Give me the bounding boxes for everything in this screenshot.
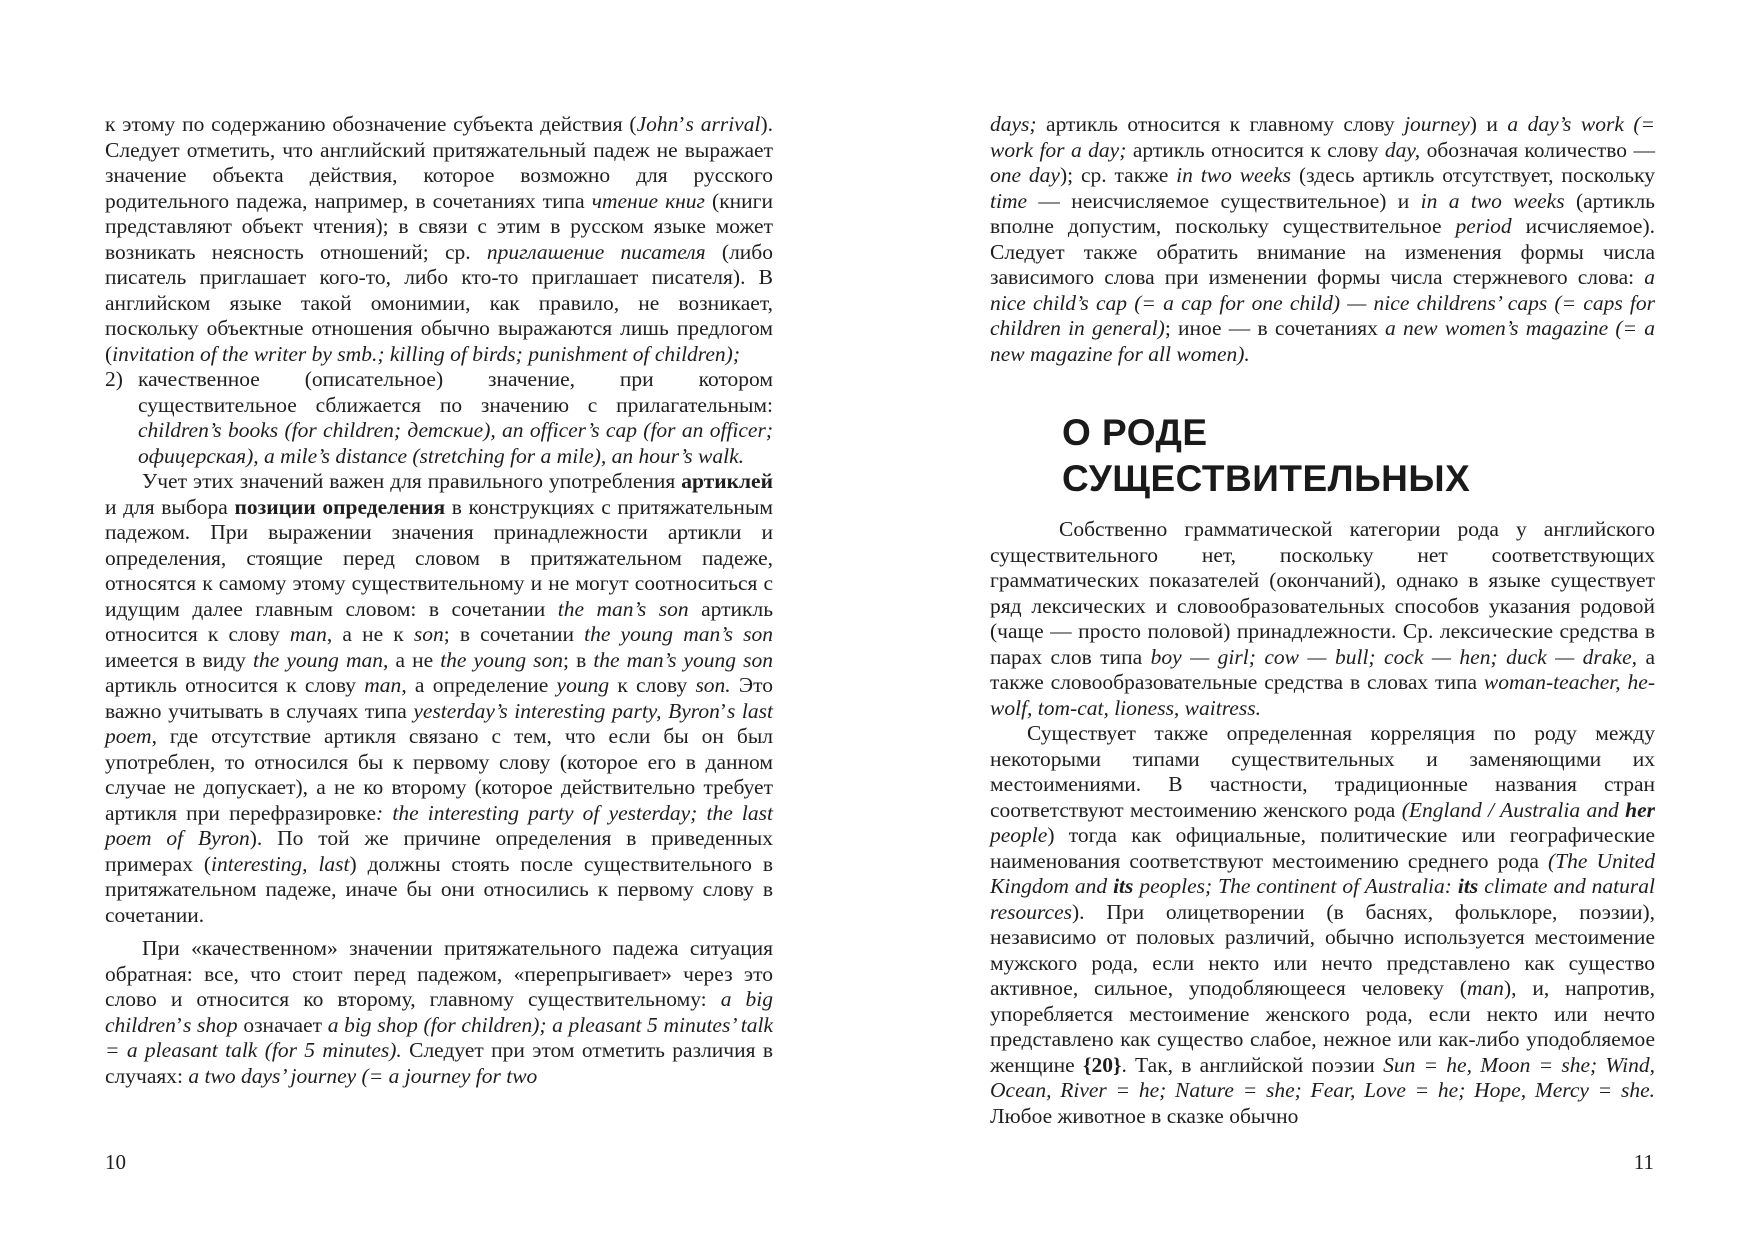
text-run: в конструкциях с притяжательным падежом. При выражении значения принадлежности артикли и определения, стоящие перед словом в притяжательном падеже, относятся к самому этому существительному и не могут соотноситься с идущим далее главным словом: в сочетании: [105, 494, 773, 621]
text-run: (артикль вполне допустим, поскольку существительное: [990, 188, 1655, 238]
text-run: a new women’s magazine (= a new magazine for all women).: [990, 316, 1655, 366]
text-run: ). При олицетворении (в баснях, фольклоре, поэзии), независимо от половых различий, обычно используется местоимение мужского рода, если некто или нечто представлено как существо активное, сильное, уподобляющееся человеку (: [990, 899, 1655, 1000]
text-run: к этому по содержанию обозначение субъекта действия (: [105, 112, 637, 136]
right-paragraph-1: [990, 112, 1655, 367]
text-run: (England / Australia and: [1401, 797, 1626, 822]
text-run: , а не: [383, 647, 441, 672]
left-paragraph-3: [105, 936, 773, 1089]
text-run: invitation of the writer by smb.; killing of birds; punishment of children);: [112, 341, 740, 366]
text-run: interesting, last: [211, 851, 350, 876]
text-run: (The United Kingdom and: [990, 848, 1655, 898]
text-run: Следует при этом отметить различия в случаях:: [105, 1038, 773, 1088]
text-run: a big shop (for children); a pleasant 5 minutes’ talk = a pleasant talk (for 5 minutes).: [105, 1012, 773, 1062]
text-run: (книги представляют объект чтения); в связи с этим в русском языке может возникать неясность отношений; ср.: [105, 188, 773, 264]
text-run: , а определение: [401, 673, 557, 697]
right-text-column-top: [990, 112, 1655, 367]
text-run: period: [1455, 214, 1512, 238]
text-run: : the interesting party of yesterday; the last poem of Byron: [105, 800, 773, 850]
text-run: boy — girl; cow — bull; cock — hen; duck — drake,: [1150, 644, 1638, 669]
text-run: (здесь артикль отсутствует, поскольку: [1291, 163, 1655, 187]
text-run: ’: [678, 112, 686, 136]
text-run: артикль относится к слову: [1126, 137, 1385, 162]
text-run: the man’s son: [557, 596, 689, 621]
text-run: ). Следует отметить, что английский притяжательный падеж не выражает значение объекта действия, которое возможно для русского родительного падежа, например, в сочетаниях типа: [105, 112, 773, 213]
text-run: in a two weeks: [1420, 188, 1565, 213]
text-run: s shop: [183, 1012, 238, 1037]
text-run: артикль относится к слову: [105, 673, 365, 697]
text-run: a two days’ journey (= a journey for two: [188, 1063, 538, 1088]
text-run: Любое животное в сказке обычно: [990, 1103, 1299, 1128]
section-heading-line-2: СУЩЕСТВИТЕЛЬНЫХ: [1062, 458, 1471, 499]
text-run: ; иное — в сочетаниях: [1164, 316, 1386, 340]
text-run: journey: [1404, 112, 1470, 136]
text-run: her: [1625, 797, 1655, 822]
text-run: people: [990, 823, 1048, 847]
right-paragraph-2: [990, 517, 1655, 721]
text-run: Существует также определенная корреляция по роду между некоторыми типами существительных и заменяющими их местоимениями. В частности, традиционные названия стран соответствуют местоимению женского рода: [990, 721, 1655, 822]
section-heading: [1062, 410, 1470, 502]
text-run: означает: [237, 1012, 328, 1037]
text-run: one day: [990, 163, 1060, 187]
text-run: — неисчисляемое существительное) и: [1027, 188, 1421, 213]
text-run: a nice child’s cap (= a cap for one child) — nice childrens’ caps (= caps for children in general): [990, 265, 1655, 340]
text-run: артикль относится к главному слову: [1036, 112, 1405, 136]
text-run: Sun = he, Moon = she; Wind, Ocean, River = he; Nature = she; Fear, Love = he; Hope, Mercy = she.: [990, 1052, 1655, 1102]
text-run: ); ср. также: [1059, 163, 1177, 187]
text-run: man: [289, 622, 327, 646]
text-run: и для выбора: [105, 494, 235, 519]
text-run: Это важно учитывать в случаях типа: [105, 673, 773, 723]
left-paragraph-1: [105, 112, 773, 367]
text-run: woman-teacher, he-wolf, tom-cat, lioness, waitress.: [990, 670, 1655, 720]
text-run: peoples; The continent of Australia:: [1133, 874, 1458, 898]
right-page: [878, 0, 1755, 1240]
text-run: s last poem: [105, 698, 773, 748]
text-run: (либо писатель приглашает кого-то, либо кто-то приглашает писателя). В английском языке такой омонимии, как правило, не возникает, поскольку объектные отношения обычно выражаются лишь предлогом (: [105, 239, 773, 366]
text-run: young: [556, 673, 610, 697]
text-run: приглашение писателя: [486, 239, 706, 264]
text-run: man: [364, 673, 402, 697]
text-run: . Так, в английской поэзии: [1121, 1052, 1384, 1077]
text-run: son: [413, 622, 444, 646]
text-run: имеется в виду: [105, 647, 254, 672]
page-number-left: 10: [105, 1150, 126, 1174]
list-item-2: [105, 367, 773, 469]
left-text-column: [105, 112, 773, 1089]
text-run: son.: [695, 673, 731, 697]
text-run: ) и: [1469, 112, 1508, 136]
text-run: ; в сочетании: [443, 622, 585, 646]
text-run: the man’s young son: [593, 647, 773, 672]
text-run: its: [1457, 874, 1479, 898]
text-run: {20}: [1082, 1052, 1122, 1077]
text-run: John: [636, 112, 679, 136]
text-run: ) тогда как официальные, политические или географические наименования соответствуют местоимению среднего рода: [990, 823, 1655, 873]
text-run: ). По той же причине определения в приведенных примерах (: [105, 826, 773, 876]
text-run: а также словообразовательные средства в словах типа: [990, 644, 1656, 694]
text-run: ’: [175, 1012, 184, 1037]
text-run: чтение книг: [591, 188, 705, 213]
text-run: its: [1113, 874, 1134, 898]
text-run: a day’s work (= work for a day;: [990, 112, 1656, 162]
text-run: При «качественном» значении притяжательного падежа ситуация обратная: все, что стоит перед падежом, «перепрыгивает» через это слово и относится ко второму, главному существительному:: [105, 936, 773, 1011]
page-number-right: 11: [1633, 1150, 1654, 1174]
text-run: children’s books (for children; детские), an officer’s cap (for an officer; офицерская), a mile’s distance (stretching for a mile), an hour’s walk.: [138, 418, 773, 468]
text-run: позиции определения: [234, 494, 446, 519]
text-run: days;: [990, 112, 1037, 136]
text-run: качественное (описательное) значение, при котором существительное сближается по значению с прилагательным:: [138, 367, 773, 417]
text-run: time: [990, 188, 1028, 213]
left-paragraph-2: [105, 469, 773, 928]
text-run: Учет этих значений важен для правильного употребления: [142, 469, 682, 493]
text-run: man: [1466, 976, 1504, 1000]
right-paragraph-3: [990, 721, 1655, 1129]
text-run: , где отсутствие артикля связано с тем, что если бы он был употреблен, то относился бы к первому слову (которое его в данном случае не допускает), а не ко второму (которое действительно требует артикля при перефразировке: [105, 724, 773, 825]
list-item-text: [138, 367, 773, 469]
text-run: the young man: [253, 647, 383, 672]
text-run: in two weeks: [1176, 163, 1292, 187]
text-run: Собственно грамматической категории рода у английского существительного нет, поскольку нет соответствующих грамматических показателей (окончаний), однако в языке существует ряд лексических и словообразовательных способов указания родовой (чаще — просто половой) принадлежности. Ср. лексические средства в парах слов типа: [990, 517, 1655, 669]
text-run: ), и, напротив, упоребляется местоимение женского рода, если некто или нечто представлено как существо слабое, нежное или как-либо уподобляемое женщине: [990, 976, 1655, 1077]
text-run: ; в: [563, 647, 594, 672]
text-run: yesterday’s interesting party, Byron: [413, 698, 720, 723]
text-run: к слову: [609, 673, 696, 697]
text-run: , а не к: [326, 622, 414, 646]
text-run: ’: [719, 698, 727, 723]
text-run: the young son: [440, 647, 564, 672]
text-run: a big children: [105, 987, 774, 1037]
text-run: артикль относится к слову: [105, 596, 773, 646]
text-run: day,: [1384, 137, 1421, 162]
text-run: артиклей: [681, 469, 773, 493]
list-item-number: 2): [105, 367, 123, 391]
text-run: climate and natural resources: [990, 874, 1656, 924]
right-text-column-body: [990, 517, 1655, 1129]
text-run: исчисляемое). Следует также обратить внимание на изменения формы числа зависимого слова при изменении формы числа стержневого слова:: [990, 214, 1656, 289]
text-run: the young man’s son: [584, 622, 773, 646]
text-run: s arrival: [685, 112, 761, 136]
text-run: ) должны стоять после существительного в притяжательном падеже, иначе бы они относились к первому слову в сочетании.: [105, 851, 773, 927]
section-heading-line-1: О РОДЕ: [1062, 412, 1208, 453]
text-run: обозначая количество —: [1420, 137, 1655, 162]
